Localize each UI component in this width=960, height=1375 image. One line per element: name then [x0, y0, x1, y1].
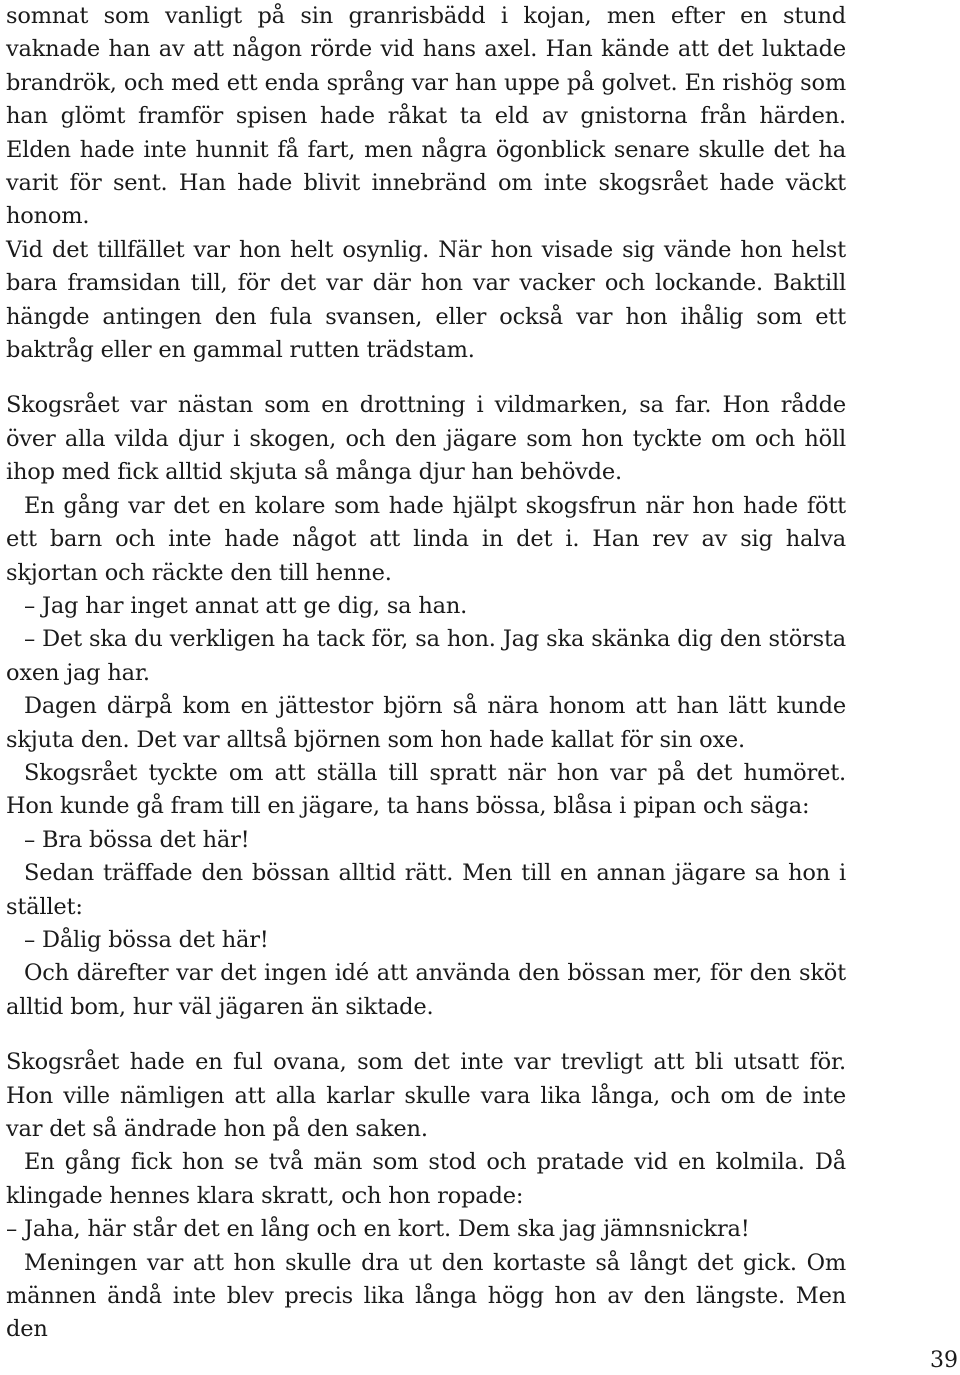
paragraph: Och därefter var det ingen idé att använda den bössan mer, för den sköt alltid bom, hur väl jägaren än siktade. — [6, 960, 846, 1020]
dialogue-line: – Dålig bössa det här! — [24, 926, 269, 953]
dialogue-line: – Det ska du verkligen ha tack för, sa hon. Jag ska skänka dig den största oxen jag har. — [6, 626, 846, 686]
paragraph: Meningen var att hon skulle dra ut den kortaste så långt det gick. Om männen ändå inte blev precis lika långa högg hon av den längste. Men den — [6, 1249, 846, 1343]
paragraph: Dagen därpå kom en jättestor björn så nära honom att han lätt kunde skjuta den. Det var alltså björnen som hon hade kallat för sin oxe. — [6, 693, 846, 753]
paragraph: somnat som vanligt på sin granrisbädd i kojan, men efter en stund vaknade han av att någon rörde vid hans axel. Han kände att det luktade brandrök, och med ett enda språng var han uppe på golvet. En rishög som han glömt framför spisen hade råkat ta eld av gnistorna från härden. Elden hade inte hunnit få fart, men några ögonblick senare skulle det ha varit för sent. Han hade blivit innebränd om inte skogsrået hade väckt honom. — [6, 3, 846, 230]
dialogue-line: – Jag har inget annat att ge dig, sa han. — [24, 592, 468, 619]
paragraph: Skogsrået hade en ful ovana, som det inte var trevligt att bli utsatt för. Hon ville nämligen att alla karlar skulle vara lika långa, och om de inte var det så ändrade hon på den saken. — [6, 1049, 846, 1142]
dialogue-line: – Bra bössa det här! — [24, 826, 250, 853]
text-page — [6, 0, 846, 1347]
paragraph: Sedan träffade den bössan alltid rätt. Men till en annan jägare sa hon i stället: — [6, 860, 846, 920]
page-number: 39 — [930, 1348, 958, 1373]
paragraph: Vid det tillfället var hon helt osynlig. När hon visade sig vände hon helst bara framsidan till, för det var där hon var vacker och lockande. Baktill hängde antingen den fula svansen, eller också var hon ihålig som ett baktråg eller en gammal rutten trädstam. — [6, 236, 846, 364]
paragraph: Skogsrået var nästan som en drottning i vildmarken, sa far. Hon rådde över alla vilda djur i skogen, och den jägare som hon tyckte om och höll ihop med fick alltid skjuta så många djur han behövde. — [6, 392, 846, 486]
dialogue-line: – Jaha, här står det en lång och en kort. Dem ska jag jämnsnickra! — [6, 1216, 750, 1243]
paragraph: Skogsrået tyckte om att ställa till spratt när hon var på det humöret. Hon kunde gå fram till en jägare, ta hans bössa, blåsa i pipan och säga: — [6, 759, 846, 820]
paragraph: En gång var det en kolare som hade hjälpt skogsfrun när hon hade fött ett barn och inte hade något att linda in det i. Han rev av sig halva skjortan och räckte den till henne. — [6, 492, 846, 586]
paragraph: En gång fick hon se två män som stod och pratade vid en kolmila. Då klingade hennes klara skratt, och hon ropade: — [6, 1149, 846, 1209]
